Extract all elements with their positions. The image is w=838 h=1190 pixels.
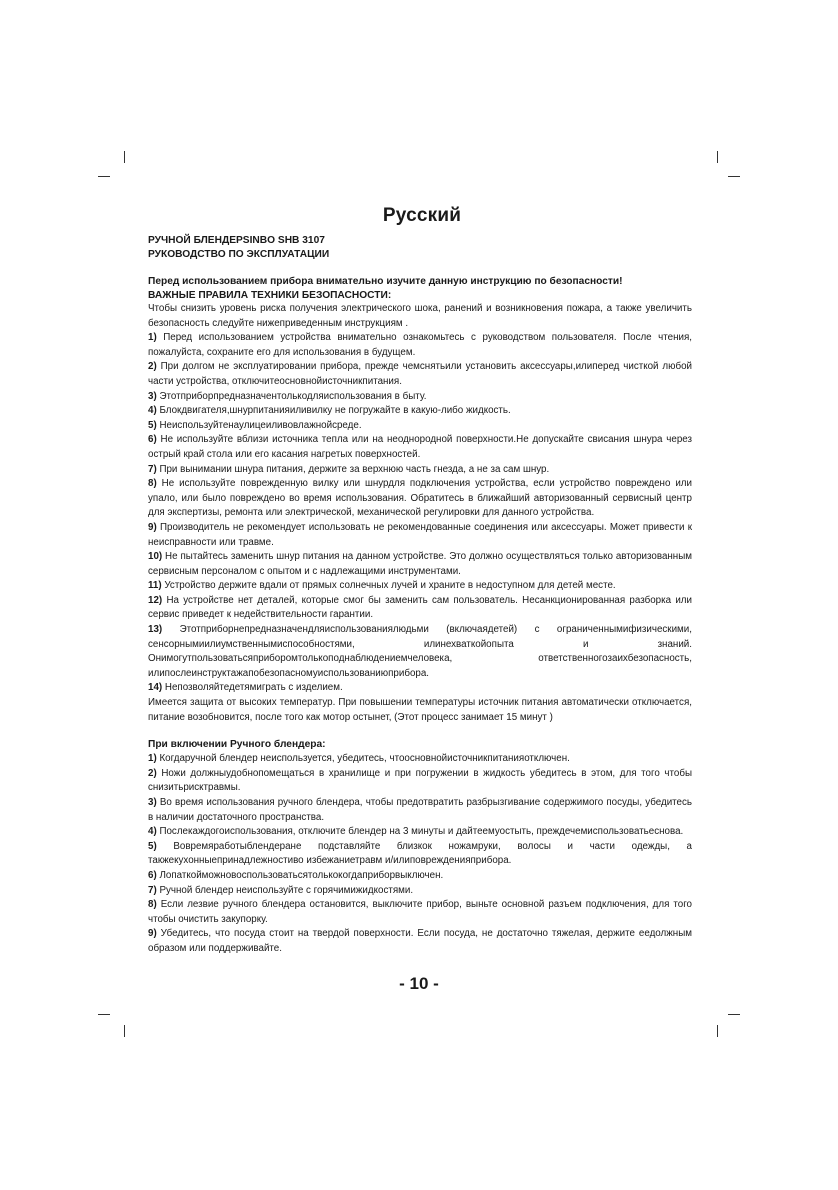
- usage-rule: [148, 752, 692, 767]
- safety-rule-number: 7): [148, 463, 157, 475]
- usage-rule-number: 7): [148, 884, 157, 896]
- spacer: [148, 725, 692, 738]
- safety-rule: [148, 433, 692, 462]
- manual-page: [148, 204, 692, 957]
- usage-rule-number: 5): [148, 840, 157, 852]
- manual-title: РУКОВОДСТВО ПО ЭКСПЛУАТАЦИИ: [148, 248, 330, 260]
- usage-rule-number: 4): [148, 826, 157, 838]
- safety-rule-text: Непозволяйтедетямиграть с изделием.: [162, 682, 343, 694]
- safety-rule-number: 12): [148, 594, 163, 606]
- page-number: - 10 -: [399, 974, 439, 993]
- language-title: Русский: [382, 205, 462, 226]
- safety-rule: [148, 594, 692, 623]
- safety-rule-text: Не используйте вблизи источника тепла или на неоднородной поверхности.Не допускайте свисания шнура через острый край стола или его касания нагретых поверхностей.: [148, 434, 692, 460]
- safety-rule: [148, 579, 692, 594]
- usage-rule: [148, 898, 692, 927]
- safety-rule: [148, 463, 692, 478]
- safety-warning: Перед использованием прибора внимательно изучите данную инструкцию по безопасности!: [148, 276, 623, 287]
- safety-rule-number: 6): [148, 434, 157, 446]
- safety-rule-number: 3): [148, 390, 157, 402]
- usage-rule: [148, 825, 692, 840]
- usage-rule-number: 2): [148, 767, 157, 779]
- crop-mark: [728, 1014, 740, 1015]
- safety-rule-text: Перед использованием устройства внимательно ознакомьтесь с руководством пользователя. После чтения, пожалуйста, сохраните его для использования в будущем.: [148, 332, 692, 358]
- safety-rule-number: 1): [148, 332, 157, 344]
- crop-mark: [728, 176, 740, 177]
- safety-rule-number: 5): [148, 419, 157, 431]
- safety-rule: [148, 681, 692, 696]
- safety-rule-text: Производитель не рекомендует использовать не рекомендованные соединения или аксессуары. Может привести к неисправности или травме.: [148, 521, 692, 548]
- usage-rule: [148, 927, 692, 956]
- usage-rule: [148, 884, 692, 899]
- usage-rule-number: 8): [148, 899, 157, 911]
- usage-rule-text: Лопаткойможновоспользоватьсятолькокогдаприборвыключен.: [156, 869, 444, 881]
- usage-rule-text: Во время использования ручного блендера, чтобы предотвратить разбрызгивание содержимого посуды, убедитесь в наличии достаточного пространства.: [148, 797, 692, 823]
- safety-rules-title: ВАЖНЫЕ ПРАВИЛА ТЕХНИКИ БЕЗОПАСНОСТИ:: [148, 289, 392, 301]
- safety-rule: [148, 550, 692, 579]
- safety-rule-text: Не пытайтесь заменить шнур питания на данном устройстве. Это должно осуществляться только авторизованным сервисным персоналом с опытом и с надлежащими инструментами.: [148, 551, 692, 577]
- usage-rule: [148, 767, 692, 796]
- safety-rule-text: На устройстве нет деталей, которые смог бы заменить сам пользователь. Несанкционированная разборка или сервис приведет к недействительности гарантии.: [148, 594, 692, 621]
- usage-rule-text: Ручной блендер неиспользуйте с горячимижидкостями.: [156, 884, 414, 896]
- safety-rule-text: Устройство держите вдали от прямых солнечных лучей и храните в недоступном для детей месте.: [161, 580, 616, 592]
- safety-rule-number: 4): [148, 405, 157, 417]
- safety-rule-text: Не используйте поврежденную вилку или шнурдля подключения устройства, если устройство повреждено или упало, или было повреждено во время использования. Обратитесь в ближайший авторизованный сервисный центр для экспертизы, ремонта или электрической, механической регулировки для данного устройства.: [148, 478, 692, 519]
- usage-rule-number: 3): [148, 797, 157, 808]
- safety-rule-number: 11): [148, 580, 162, 592]
- thermal-protection-note: Имеется защита от высоких температур. При повышении температуры источник питания автоматически отключается, питание возобновится, после того как мотор остынет, (Этот процесс занимает 15 минут ): [148, 697, 692, 723]
- usage-rule-number: 9): [148, 928, 157, 940]
- safety-rule-text: Этотприборпредназначентолькодляиспользования в быту.: [156, 390, 427, 402]
- usage-rule-text: Когдаручной блендер неиспользуется, убедитесь, чтоосновнойисточникпитанияотключен.: [156, 753, 570, 765]
- safety-rule-text: Этотприборнепредназначендляиспользованиялюдьми (включаядетей) с ограниченнымифизическими, сенсорнымиилиумственнымиспособностями, илинехваткойопыта и знаний. Онимогутпользоватьсяприборомтолькоподнаблюдениемчеловека, ответственногозаихбезопасность, илипослеинструктажапобезопасномуиспользованиюприбора.: [148, 624, 692, 679]
- safety-rule: [148, 477, 692, 521]
- safety-rule: [148, 521, 692, 550]
- crop-mark: [98, 1014, 110, 1015]
- safety-rules-list: [148, 331, 692, 696]
- safety-rule-text: Блокдвигателя,шнурпитанияиливилку не погружайте в какую-либо жидкость.: [156, 405, 511, 417]
- crop-mark: [98, 176, 110, 177]
- safety-rule-text: При долгом не эксплуатировании прибора, прежде чемснятьили установить аксессуары,илиперед чисткой любой части устройства, отключитеосновнойисточникпитания.: [148, 361, 692, 387]
- safety-rule: [148, 419, 692, 434]
- safety-rule: [148, 390, 692, 405]
- safety-rule-number: 9): [148, 521, 157, 533]
- usage-rule-number: 6): [148, 869, 157, 881]
- safety-rule-number: 2): [148, 361, 157, 373]
- crop-mark: [717, 1025, 718, 1037]
- usage-rule-text: Вовремяработыблендеране подставляйте близкок ножамруки, волосы и части одежды, а такжекухонныепринадлежностиво избежаниетравм и/илиповрежденияприбора.: [148, 840, 692, 867]
- safety-rule-text: Неиспользуйтенаулицеиливовлажнойсреде.: [156, 419, 362, 431]
- crop-mark: [717, 151, 718, 163]
- crop-mark: [124, 1025, 125, 1037]
- product-title: РУЧНОЙ БЛЕНДЕРSINBO SHB 3107: [148, 235, 325, 246]
- safety-intro-text: Чтобы снизить уровень риска получения электрического шока, ранений и возникновения пожара, а также увеличить безопасность следуйте нижеприведенным инструкциям .: [148, 303, 692, 329]
- spacer: [148, 261, 692, 275]
- safety-rule-number: 14): [148, 682, 163, 694]
- safety-rule: [148, 331, 692, 360]
- safety-rule-number: 10): [148, 551, 163, 563]
- usage-list: [148, 752, 692, 956]
- safety-rule-text: При вынимании шнура питания, держите за верхнюю часть гнезда, а не за сам шнур.: [156, 463, 550, 475]
- safety-rule: [148, 360, 692, 389]
- usage-section-title: При включении Ручного блендера:: [148, 739, 326, 751]
- usage-rule-text: Послекаждогоиспользования, отключите блендер на 3 минуты и дайтеемуостыть, преждечемиспользоватьеснова.: [156, 826, 684, 838]
- safety-rule-number: 8): [148, 478, 157, 490]
- crop-mark: [124, 151, 125, 163]
- safety-rule: [148, 623, 692, 681]
- usage-rule: [148, 796, 692, 825]
- safety-rule: [148, 404, 692, 419]
- safety-rule-number: 13): [148, 624, 163, 636]
- usage-rule-text: Убедитесь, что посуда стоит на твердой поверхности. Если посуда, не достаточно тяжелая, держите еедолжным образом или поддерживайте.: [148, 928, 692, 954]
- usage-rule: [148, 840, 692, 869]
- usage-rule: [148, 869, 692, 884]
- usage-rule-text: Если лезвие ручного блендера остановится, выключите прибор, выньте основной разъем подключения, для того чтобы очистить закупорку.: [148, 899, 692, 925]
- usage-rule-number: 1): [148, 753, 157, 765]
- usage-rule-text: Ножи должныудобнопомещаться в хранилище и при погружении в жидкость убедитесь в этом, для того чтобы снизитьрисктравмы.: [148, 767, 692, 794]
